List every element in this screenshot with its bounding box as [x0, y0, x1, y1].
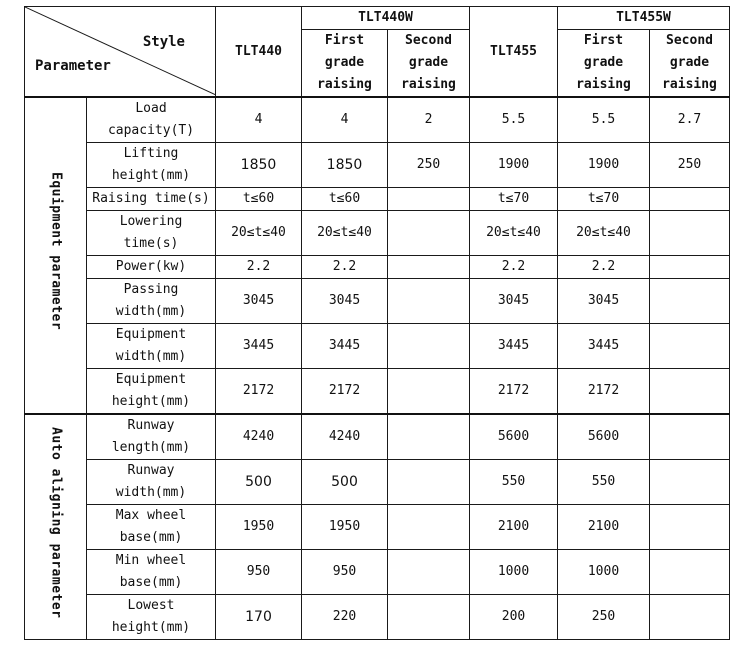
value-cell [388, 414, 470, 460]
param-label-line: Min wheel [115, 553, 187, 568]
value-cell [388, 550, 470, 595]
param-label [87, 279, 216, 324]
value-cell: 200 [470, 595, 558, 640]
spec-table [24, 6, 730, 640]
value-cell: 5.5 [470, 97, 558, 143]
value-cell [388, 369, 470, 415]
value-cell [388, 211, 470, 256]
value-cell: 2172 [558, 369, 650, 415]
value-cell: 2172 [470, 369, 558, 415]
value-cell: 20≤t≤40 [302, 211, 388, 256]
header-tlt455w: TLT455W [558, 7, 730, 30]
value-cell: 2.7 [650, 97, 730, 143]
subheader-line: grade [583, 55, 624, 70]
header-tlt440w: TLT440W [302, 7, 470, 30]
param-label [87, 414, 216, 460]
param-label-line: Lowest [127, 598, 175, 613]
param-label: Raising time(s) [87, 188, 216, 211]
value-cell: 3045 [216, 279, 302, 324]
value-cell [388, 279, 470, 324]
value-cell [650, 188, 730, 211]
value-cell: 4240 [216, 414, 302, 460]
subheader-line: raising [662, 77, 717, 92]
table-row [25, 595, 730, 640]
table-row [25, 369, 730, 415]
header-tlt440w-first-grade [302, 30, 388, 98]
table-row [25, 188, 730, 211]
value-cell [650, 369, 730, 415]
param-label [87, 211, 216, 256]
param-label-line: Equipment [115, 372, 187, 387]
table-row [25, 97, 730, 143]
param-label-line: Passing [123, 282, 179, 297]
param-label-line: height(mm) [111, 168, 191, 183]
value-cell: 3445 [558, 324, 650, 369]
subheader-line: raising [401, 77, 456, 92]
value-cell: 20≤t≤40 [470, 211, 558, 256]
value-cell [388, 595, 470, 640]
subheader-line: grade [324, 55, 365, 70]
value-cell: 2100 [558, 505, 650, 550]
param-label-line: Equipment [115, 327, 187, 342]
section-auto-aligning-parameter [25, 414, 87, 640]
param-label-line: height(mm) [111, 620, 191, 635]
param-label-line: width(mm) [115, 349, 187, 364]
subheader-line: Second [405, 33, 452, 48]
header-corner-cell [25, 7, 216, 98]
value-cell [388, 324, 470, 369]
value-cell: 2.2 [216, 256, 302, 279]
value-cell: 5600 [470, 414, 558, 460]
subheader-line: grade [408, 55, 449, 70]
table-row [25, 143, 730, 188]
header-tlt455: TLT455 [470, 7, 558, 98]
table-row [25, 550, 730, 595]
param-label-line: height(mm) [111, 394, 191, 409]
value-cell [650, 414, 730, 460]
value-cell: 5.5 [558, 97, 650, 143]
value-cell: 1900 [470, 143, 558, 188]
param-label: Power(kw) [87, 256, 216, 279]
value-cell: 5600 [558, 414, 650, 460]
param-label-line: Load [135, 101, 167, 116]
table-row [25, 211, 730, 256]
param-label [87, 595, 216, 640]
param-label [87, 143, 216, 188]
param-label [87, 550, 216, 595]
subheader-line: raising [576, 77, 631, 92]
value-cell: 550 [558, 460, 650, 505]
header-tlt440: TLT440 [216, 7, 302, 98]
value-cell: 250 [388, 143, 470, 188]
param-label [87, 324, 216, 369]
value-cell: t≤70 [558, 188, 650, 211]
value-cell [388, 460, 470, 505]
value-cell [650, 595, 730, 640]
value-cell: 2.2 [302, 256, 388, 279]
value-cell: 4 [216, 97, 302, 143]
section-label: Equipment parameter [48, 172, 64, 331]
param-label-line: capacity(T) [107, 123, 195, 138]
value-cell: 220 [302, 595, 388, 640]
param-label-line: width(mm) [115, 485, 187, 500]
value-cell [650, 324, 730, 369]
value-cell: 2100 [470, 505, 558, 550]
diagonal-divider [25, 7, 216, 95]
value-cell: t≤70 [470, 188, 558, 211]
value-cell: 1950 [302, 505, 388, 550]
table-row [25, 460, 730, 505]
param-label-line: Lowering [119, 214, 183, 229]
value-cell [650, 279, 730, 324]
value-cell: 1900 [558, 143, 650, 188]
value-cell: 1950 [216, 505, 302, 550]
value-cell: t≤60 [302, 188, 388, 211]
header-tlt455w-second-grade [650, 30, 730, 98]
table-row [25, 505, 730, 550]
value-cell: 2.2 [470, 256, 558, 279]
value-cell: 3445 [470, 324, 558, 369]
param-label-line: time(s) [123, 236, 179, 251]
value-cell [650, 550, 730, 595]
parameter-label: Parameter [35, 58, 111, 74]
header-tlt440w-second-grade [388, 30, 470, 98]
value-cell [650, 211, 730, 256]
value-cell: 3045 [470, 279, 558, 324]
value-cell: 1000 [470, 550, 558, 595]
value-cell: 2172 [216, 369, 302, 415]
value-cell: 500 [216, 460, 302, 505]
table-row [25, 324, 730, 369]
param-label-line: base(mm) [119, 575, 183, 590]
param-label-line: base(mm) [119, 530, 183, 545]
value-cell: 500 [302, 460, 388, 505]
value-cell: 170 [216, 595, 302, 640]
value-cell: 20≤t≤40 [216, 211, 302, 256]
table-row [25, 414, 730, 460]
section-label: Auto aligning parameter [48, 427, 64, 619]
subheader-line: grade [669, 55, 710, 70]
value-cell: 3445 [302, 324, 388, 369]
subheader-line: First [583, 33, 624, 48]
param-label [87, 505, 216, 550]
value-cell: 550 [470, 460, 558, 505]
value-cell: 1850 [216, 143, 302, 188]
style-label: Style [142, 34, 185, 50]
value-cell: 2.2 [558, 256, 650, 279]
value-cell: 2 [388, 97, 470, 143]
param-label [87, 97, 216, 143]
value-cell [650, 460, 730, 505]
value-cell: 950 [302, 550, 388, 595]
param-label-line: length(mm) [111, 440, 191, 455]
param-label-line: Max wheel [115, 508, 187, 523]
value-cell: 3045 [302, 279, 388, 324]
table-row [25, 279, 730, 324]
param-label-line: width(mm) [115, 304, 187, 319]
value-cell: 250 [558, 595, 650, 640]
subheader-line: Second [666, 33, 713, 48]
param-label-line: Runway [127, 418, 175, 433]
header-tlt455w-first-grade [558, 30, 650, 98]
value-cell [388, 188, 470, 211]
subheader-line: raising [317, 77, 372, 92]
value-cell: 4240 [302, 414, 388, 460]
value-cell [388, 505, 470, 550]
section-equipment-parameter [25, 97, 87, 414]
value-cell: 20≤t≤40 [558, 211, 650, 256]
table-row [25, 256, 730, 279]
value-cell [650, 505, 730, 550]
value-cell: 2172 [302, 369, 388, 415]
value-cell [650, 256, 730, 279]
param-label [87, 460, 216, 505]
value-cell: 3045 [558, 279, 650, 324]
param-label-line: Runway [127, 463, 175, 478]
value-cell: 1000 [558, 550, 650, 595]
param-label-line: Lifting [123, 146, 179, 161]
value-cell: 3445 [216, 324, 302, 369]
param-label [87, 369, 216, 415]
subheader-line: First [324, 33, 365, 48]
spec-table-wrapper [24, 6, 730, 640]
value-cell: 250 [650, 143, 730, 188]
value-cell: 950 [216, 550, 302, 595]
value-cell: t≤60 [216, 188, 302, 211]
value-cell [388, 256, 470, 279]
value-cell: 1850 [302, 143, 388, 188]
value-cell: 4 [302, 97, 388, 143]
